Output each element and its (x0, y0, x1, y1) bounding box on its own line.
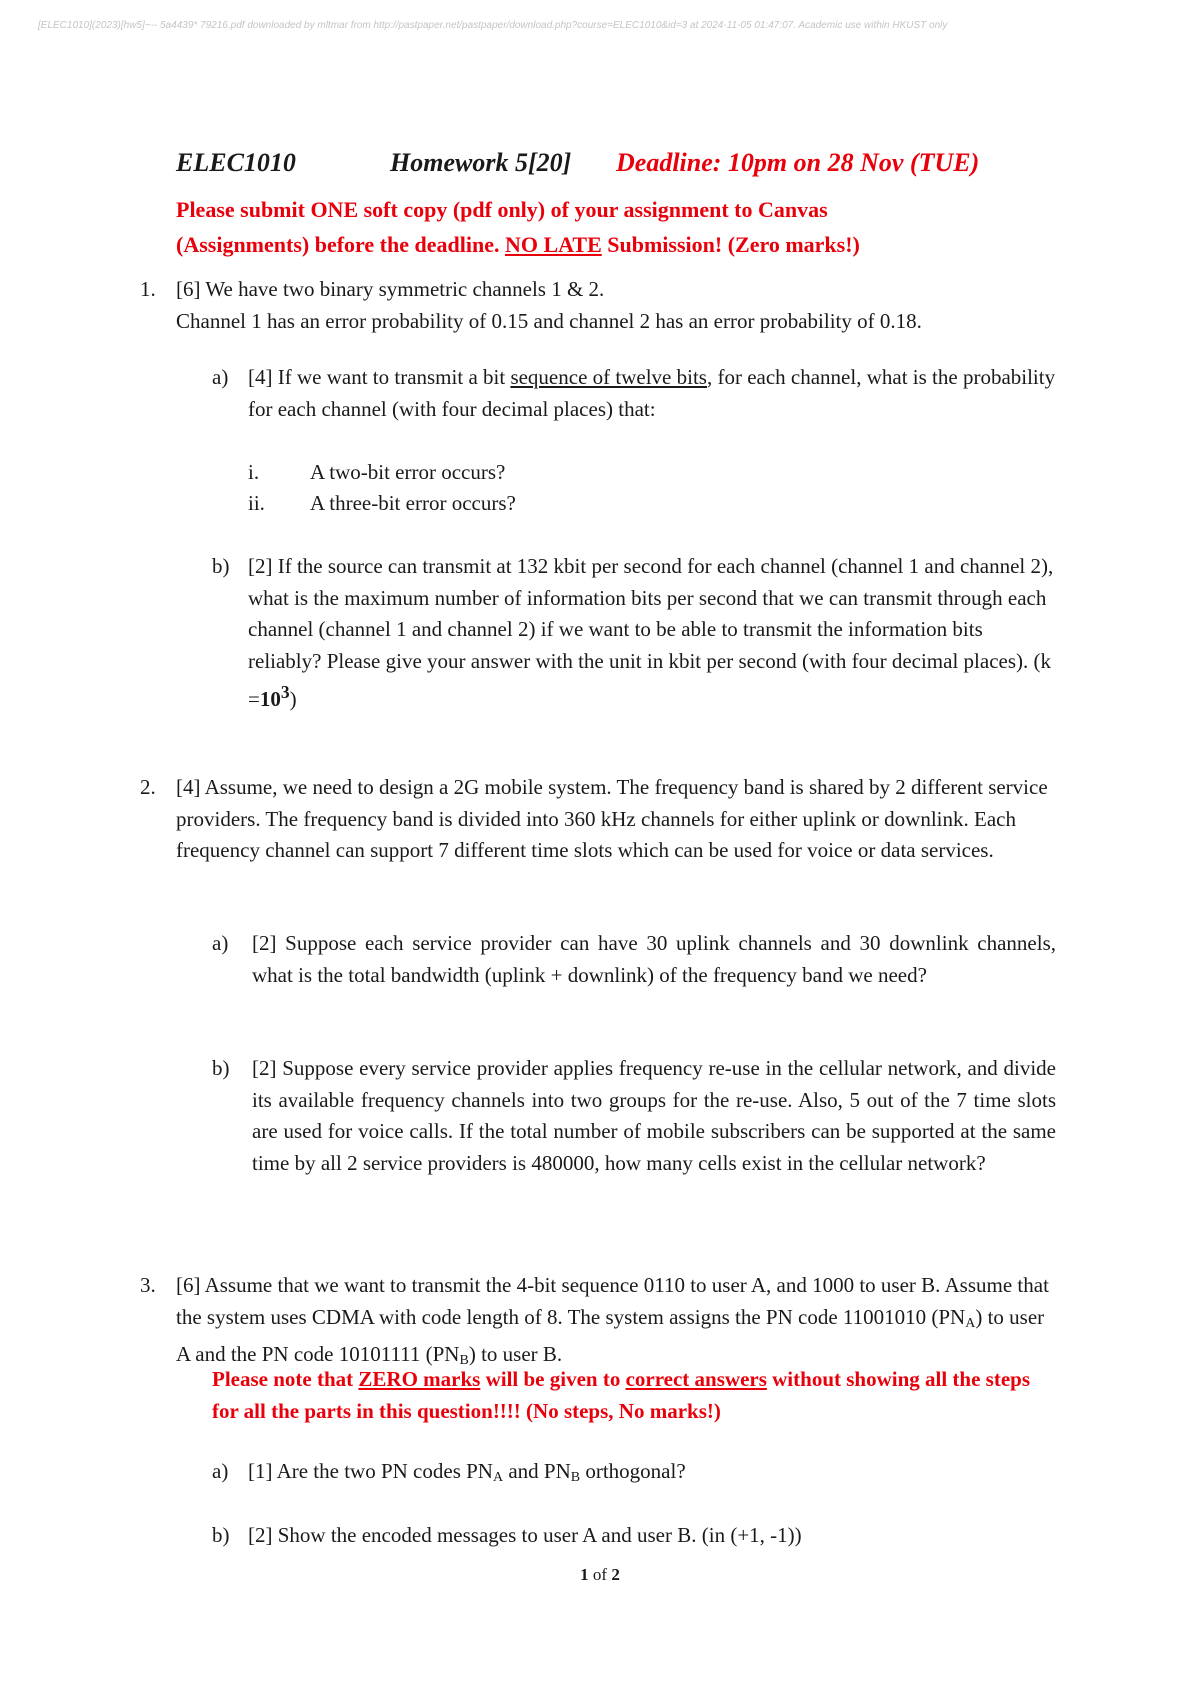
question-3a-label: a) (212, 1459, 229, 1483)
question-2-number: 2. (140, 775, 156, 799)
question-2a-text: [2] Suppose each service provider can have 30 uplink channels and 30 downlink channels, what is the total bandwidth (uplink + downlink) of the frequency band we need? (252, 931, 1056, 987)
question-2a-label: a) (212, 931, 229, 955)
q3a-sub-a: A (492, 1470, 504, 1485)
question-1a-label: a) (212, 365, 229, 389)
q1a-text-end: , for each channel, what is the probability for each channel (with four decimal places) that: (248, 365, 1056, 421)
q1a-item-ii-text: A three-bit error occurs? (310, 491, 516, 515)
question-1-line-2: Channel 1 has an error probability of 0.15 and channel 2 has an error probability of 0.18. (176, 308, 922, 333)
homework-title: Homework 5[20] (390, 148, 572, 177)
question-2-intro: [4] Assume, we need to design a 2G mobile system. The frequency band is shared by 2 different service providers. The frequency band is divided into 360 kHz channels for either uplink or downlink. Each frequency channel can support 7 different time slots which can be used for voice or data services. (176, 775, 1048, 862)
question-1-intro (176, 274, 1056, 337)
q3-intro-text-3: ) to user B. (468, 1342, 563, 1366)
question-2b-label: b) (212, 1056, 230, 1080)
question-3-warning (212, 1364, 1056, 1427)
current-page: 1 (580, 1565, 589, 1584)
course-code: ELEC1010 (176, 148, 296, 177)
q1a-item-i-text: A two-bit error occurs? (310, 460, 506, 484)
notice-text-end: Submission! (Zero marks!) (601, 232, 860, 257)
notice-text: (Assignments) before the deadline. (176, 232, 505, 257)
question-2b-text: [2] Suppose every service provider applies frequency re-use in the cellular network, and divide its available frequency channels into two groups for the re-use. Also, 5 out of the 7 time slots are used for voice calls. If the total number of mobile subscribers can be supported at the same time by all 2 service providers is 480000, how many cells exist in the cellular network? (252, 1056, 1056, 1175)
notice-line-1: Please submit ONE soft copy (pdf only) of your assignment to Canvas (176, 197, 828, 222)
question-3b-text: [2] Show the encoded messages to user A and user B. (in (+1, -1)) (248, 1523, 802, 1547)
q3a-sub-b: B (570, 1470, 581, 1485)
q1b-close: ) (289, 687, 297, 711)
page-of: of (588, 1565, 612, 1584)
submission-notice (176, 192, 1056, 262)
question-1-line-1: [6] We have two binary symmetric channels 1 & 2. (176, 277, 605, 301)
math-exponent: 3 (280, 682, 290, 702)
total-pages: 2 (611, 1565, 620, 1584)
deadline: Deadline: 10pm on 28 Nov (TUE) (616, 148, 980, 177)
q3a-text-1: [1] Are the two PN codes PN (248, 1459, 493, 1483)
q3-intro-text: [6] Assume that we want to transmit the 4-bit sequence 0110 to user A, and 1000 to user B. Assume that the system uses CDMA with code length of 8. The system assigns the PN code 11001010 (PN (176, 1273, 1049, 1329)
q1a-item-i-number: i. (248, 460, 260, 484)
q1a-item-ii-number: ii. (248, 491, 265, 515)
q1a-underlined-text: sequence of twelve bits (510, 365, 707, 389)
zero-marks-text: ZERO marks (358, 1367, 481, 1391)
pn-b-subscript: B (459, 1353, 469, 1368)
q1b-text: [2] If the source can transmit at 132 kbit per second for each channel (channel 1 and channel 2), what is the maximum number of information bits per second that we can transmit through each channel (channel 1 and channel 2) if we want to be able to transmit the information bits reliably? Please give your answer with the unit in kbit per second (with four decimal places). (k = (248, 554, 1054, 711)
math-base: 10 (259, 687, 281, 711)
page-number (0, 1565, 1200, 1585)
question-1-number: 1. (140, 277, 156, 301)
download-watermark: [ELEC1010](2023)[hw5]~-- 5a4439* 79216.pdf downloaded by mltmar from http://pastpaper.net/pastpaper/download.php?course=ELEC1010&id=3 at 2024-11-05 01:47:07. Academic use within HKUST only (38, 20, 948, 31)
question-1b-label: b) (212, 554, 230, 578)
q3a-text-2: and PN (503, 1459, 571, 1483)
warning-text-3: without showing all the steps for all the parts in this question!!!! (No steps, No marks!) (212, 1367, 1031, 1423)
q1b-math (259, 682, 290, 711)
question-1a-text (248, 362, 1056, 425)
question-3-intro (176, 1270, 1056, 1377)
correct-answers-text: correct answers (625, 1367, 767, 1391)
warning-text-1: Please note that (212, 1367, 359, 1391)
warning-text-2: will be given to (480, 1367, 626, 1391)
notice-line-2 (176, 227, 1056, 262)
question-3a-text (248, 1456, 1056, 1494)
q3-intro-text-2: ) to user A and the PN code 10101111 (PN (176, 1304, 1045, 1366)
pn-a-subscript: A (965, 1315, 976, 1331)
no-late-text: NO LATE (504, 232, 602, 257)
q1a-text-start: [4] If we want to transmit a bit (248, 365, 511, 389)
question-1b-text (248, 551, 1056, 716)
q3a-text-3: orthogonal? (580, 1459, 686, 1483)
question-3b-label: b) (212, 1523, 230, 1547)
question-3-number: 3. (140, 1273, 156, 1297)
